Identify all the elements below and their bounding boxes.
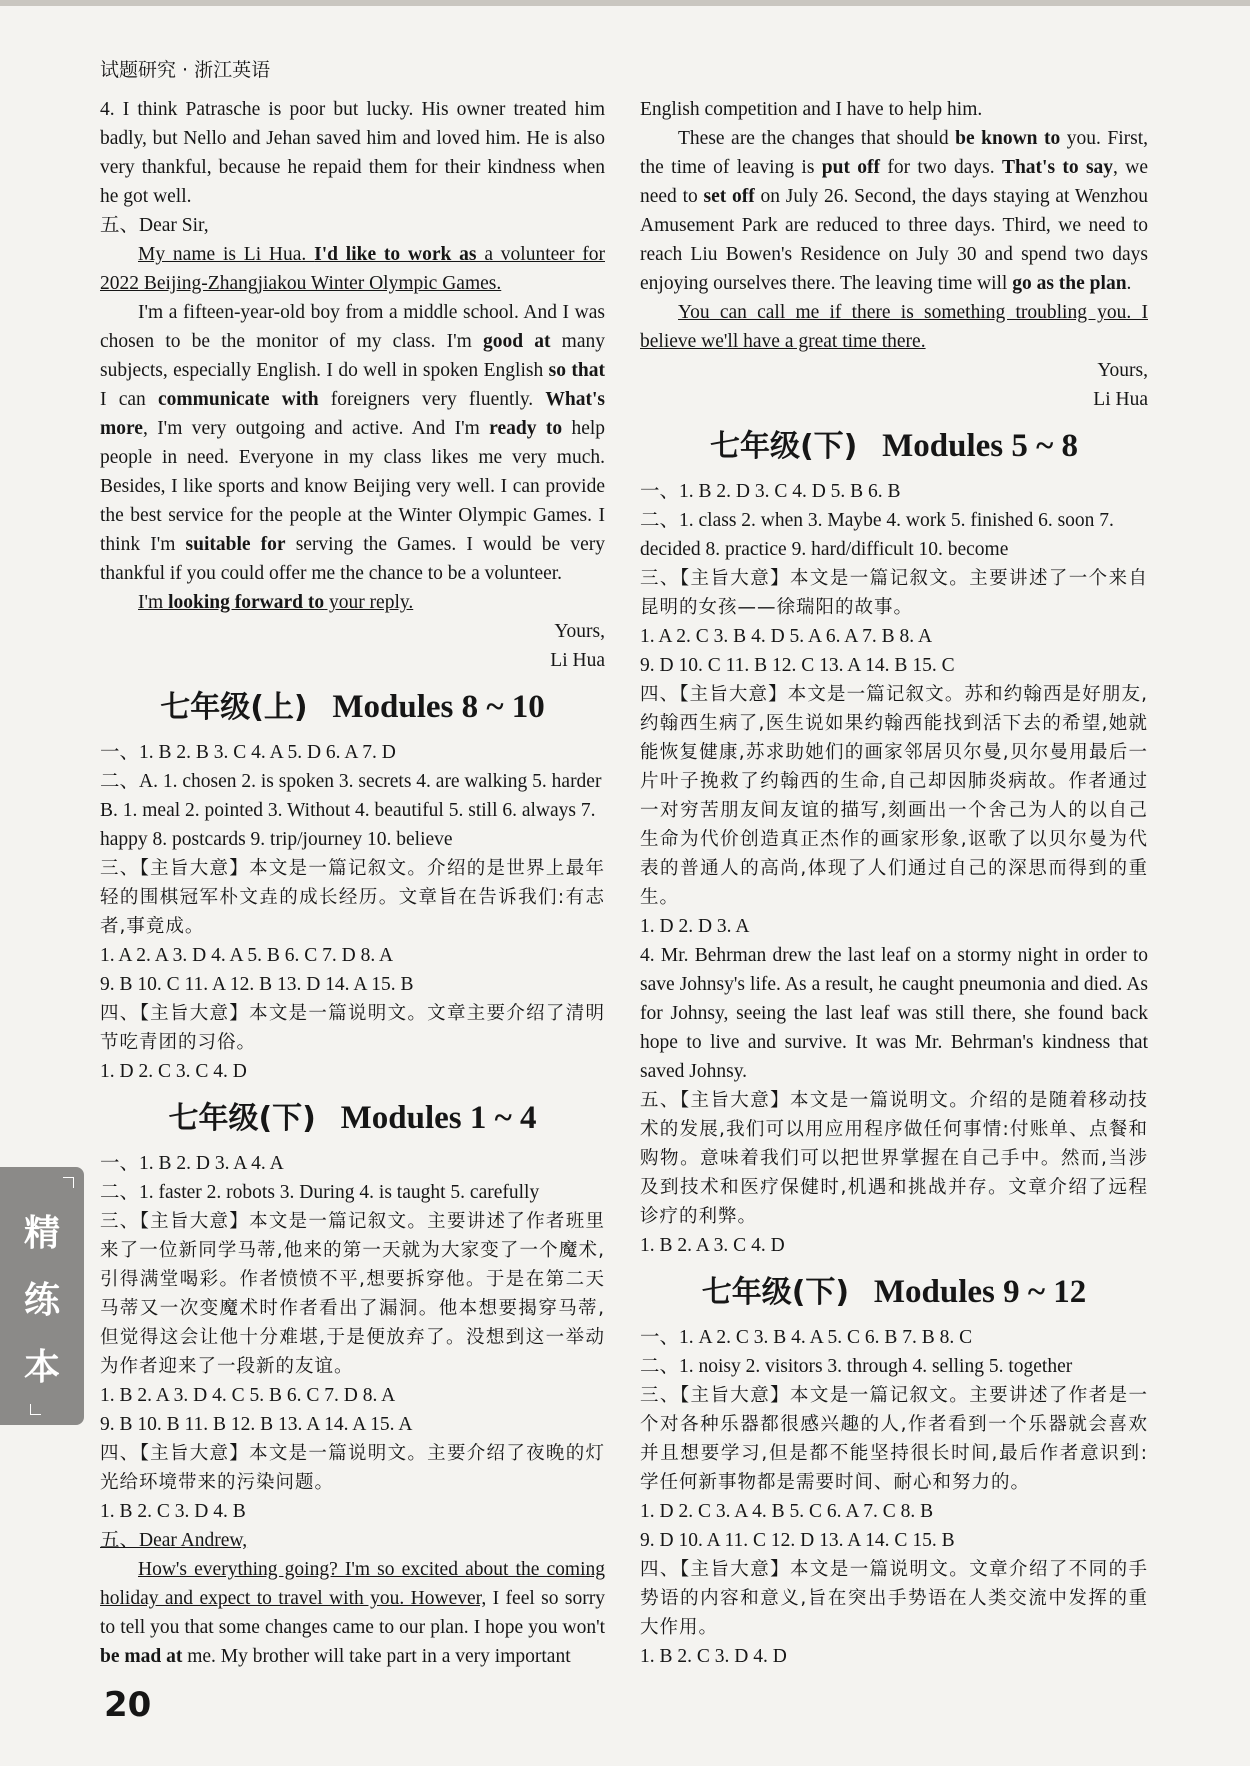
answer-line: 1. B 2. C 3. D 4. B xyxy=(100,1501,246,1522)
side-tab-char: 本 xyxy=(23,1347,60,1388)
answer-line: 一、1. B 2. B 3. C 4. A 5. D 6. A 7. D xyxy=(100,742,396,763)
summary-text: 四、【主旨大意】本文是一篇说明文。主要介绍了夜晚的灯光给环境带来的污染问题。 xyxy=(100,1443,605,1493)
answer-line: 二、A. 1. chosen 2. is spoken 3. secrets 4. are walking 5. harder xyxy=(100,771,602,792)
page-number: 20 xyxy=(104,1685,152,1725)
summary-text: 三、【主旨大意】本文是一篇记叙文。介绍的是世界上最年轻的围棋冠军朴文垚的成长经历。文章旨在告诉我们:有志者,事竟成。 xyxy=(100,858,605,937)
top-rule xyxy=(0,0,1250,6)
letter-closing: Yours, xyxy=(1097,360,1148,381)
answer-line: 9. B 10. B 11. B 12. B 13. A 14. A 15. A xyxy=(100,1414,413,1435)
section-title: 七年级(下) Modules 1 ~ 4 xyxy=(168,1100,537,1136)
right-column xyxy=(640,95,1148,1671)
letter-paragraph: How's everything going? I'm so excited about the coming holiday and expect to travel with you. However, I feel so sorry to tell you that some changes came to our plan. I hope you won't be mad at me. My brother will take part in a very important xyxy=(100,1559,605,1667)
answer-line: 1. A 2. C 3. B 4. D 5. A 6. A 7. B 8. A xyxy=(640,626,933,647)
letter-paragraph-2: I'm a fifteen-year-old boy from a middle school. And I was chosen to be the monitor of my class. I'm good at many subjects, especially English. I do well in spoken English so that I can communicate with foreigners very fluently. What's more, I'm very outgoing and active. And I'm ready to help people in need. Everyone in my class likes me very much. Besides, I like sports and know Beijing very well. I can provide the best service for the people at the Winter Olympic Games. I think I'm suitable for serving the Games. I would be very thankful if you could offer me the chance to be a volunteer. xyxy=(100,302,606,584)
answer-line: 9. D 10. C 11. B 12. C 13. A 14. B 15. C xyxy=(640,655,955,676)
letter-paragraph-3: I'm looking forward to your reply. xyxy=(138,592,414,613)
letter-closing: Yours, xyxy=(554,621,605,642)
summary-text: 三、【主旨大意】本文是一篇记叙文。主要讲述了作者班里来了一位新同学马蒂,他来的第一天就为大家变了一个魔术,引得满堂喝彩。作者愤愤不平,想要拆穿他。于是在第二天马蒂又一次变魔术时作者看出了漏洞。他本想要揭穿马蒂,但觉得这会让他十分难堪,于是便放弃了。没想到这一举动为作者迎来了一段新的友谊。 xyxy=(100,1211,605,1377)
answer-line: 一、1. B 2. D 3. A 4. A xyxy=(100,1153,284,1174)
letter-salutation: 五、Dear Andrew, xyxy=(100,1530,248,1551)
answer-line: 1. D 2. C 3. C 4. D xyxy=(100,1061,247,1082)
summary-text: 五、【主旨大意】本文是一篇说明文。介绍的是随着移动技术的发展,我们可以用应用程序做任何事情:付账单、点餐和购物。意味着我们可以把世界掌握在自己手中。然而,当涉及到技术和医疗保健时,机遇和挑战并存。文章介绍了远程诊疗的利弊。 xyxy=(640,1090,1148,1227)
answer-line: 一、1. B 2. D 3. C 4. D 5. B 6. B xyxy=(640,481,901,502)
answer-line: B. 1. meal 2. pointed 3. Without 4. beautiful 5. still 6. always 7. happy 8. postcards 9. trip/journey 10. believe xyxy=(100,800,596,850)
answer-line: 1. B 2. C 3. D 4. D xyxy=(640,1646,787,1667)
side-tab-char: 练 xyxy=(23,1280,60,1321)
answer-q4: 4. Mr. Behrman drew the last leaf on a stormy night in order to save Johnsy's life. As a result, he caught pneumonia and died. As for Johnsy, seeing the last leaf was still there, she found back hope to live and survive. It was Mr. Behrman's kindness that saved Johnsy. xyxy=(640,945,1148,1082)
summary-text: 四、【主旨大意】本文是一篇说明文。文章主要介绍了清明节吃青团的习俗。 xyxy=(100,1003,605,1053)
summary-text: 四、【主旨大意】本文是一篇说明文。文章介绍了不同的手势语的内容和意义,旨在突出手势语在人类交流中发挥的重大作用。 xyxy=(640,1559,1148,1638)
answer-line: 9. B 10. C 11. A 12. B 13. D 14. A 15. B xyxy=(100,974,414,995)
answer-line: 二、1. faster 2. robots 3. During 4. is taught 5. carefully xyxy=(100,1182,540,1203)
answer-line: 9. D 10. A 11. C 12. D 13. A 14. C 15. B xyxy=(640,1530,955,1551)
side-tab-char: 精 xyxy=(23,1213,60,1254)
section-title: 七年级(上) Modules 8 ~ 10 xyxy=(160,689,545,725)
letter-salutation: 五、Dear Sir, xyxy=(100,215,209,236)
answer-line: 1. D 2. C 3. A 4. B 5. C 6. A 7. C 8. B xyxy=(640,1501,934,1522)
page-header: 试题研究 · 浙江英语 xyxy=(100,59,271,81)
answer-line: 1. D 2. D 3. A xyxy=(640,916,750,937)
section-title: 七年级(下) Modules 5 ~ 8 xyxy=(709,428,1079,464)
letter-paragraph: These are the changes that should be known to you. First, the time of leaving is put off for two days. That's to say, we need to set off on July 26. Second, the days staying at Wenzhou Amusement Park are reduced to three days. Third, we need to reach Liu Bowen's Residence on July 30 and spend two days enjoying ourselves there. The leaving time will go as the plan. xyxy=(640,128,1148,294)
answer-line: 二、1. class 2. when 3. Maybe 4. work 5. finished 6. soon 7. decided 8. practice 9. hard/difficult 10. become xyxy=(640,510,1114,560)
corner-mark-icon xyxy=(63,1177,74,1188)
letter-paragraph-1: My name is Li Hua. I'd like to work as a volunteer for 2022 Beijing-Zhangjiakou Winter Olympic Games. xyxy=(100,244,605,294)
answer-line: 一、1. A 2. C 3. B 4. A 5. C 6. B 7. B 8. C xyxy=(640,1327,973,1348)
answer-line: 1. B 2. A 3. C 4. D xyxy=(640,1235,785,1256)
summary-text: 三、【主旨大意】本文是一篇记叙文。主要讲述了一个来自昆明的女孩——徐瑞阳的故事。 xyxy=(640,568,1148,618)
answer-q4: 4. I think Patrasche is poor but lucky. His owner treated him badly, but Nello and Jehan saved him and loved him. He is also very thankful, because he repaid them for their kindness when he got well. xyxy=(100,99,605,207)
side-tab xyxy=(0,1167,84,1425)
section-title: 七年级(下) Modules 9 ~ 12 xyxy=(701,1274,1087,1310)
summary-text: 四、【主旨大意】本文是一篇记叙文。苏和约翰西是好朋友,约翰西生病了,医生说如果约翰西能找到活下去的希望,她就能恢复健康,苏求助她们的画家邻居贝尔曼,贝尔曼用最后一片叶子挽救了约翰西的生命,自己却因肺炎病故。作者通过一对穷苦朋友间友谊的描写,刻画出一个舍己为人的以自己生命为代价创造真正杰作的画家形象,讴歌了以贝尔曼为代表的普通人的高尚,体现了人们通过自己的深思而得到的重生。 xyxy=(640,684,1148,908)
answer-line: 1. A 2. A 3. D 4. A 5. B 6. C 7. D 8. A xyxy=(100,945,394,966)
summary-text: 三、【主旨大意】本文是一篇记叙文。主要讲述了作者是一个对各种乐器都很感兴趣的人,作者看到一个乐器就会喜欢并且想要学习,但是都不能坚持很长时间,最后作者意识到:学任何新事物都是需要时间、耐心和努力的。 xyxy=(640,1385,1148,1493)
letter-signature: Li Hua xyxy=(550,650,605,671)
letter-signature: Li Hua xyxy=(1093,389,1148,410)
answer-line: 二、1. noisy 2. visitors 3. through 4. selling 5. together xyxy=(640,1356,1073,1377)
corner-mark-icon xyxy=(30,1404,41,1415)
answer-line: 1. B 2. A 3. D 4. C 5. B 6. C 7. D 8. A xyxy=(100,1385,396,1406)
letter-paragraph: You can call me if there is something troubling you. I believe we'll have a great time there. xyxy=(640,302,1148,352)
left-column xyxy=(100,95,605,1671)
letter-paragraph: English competition and I have to help him. xyxy=(640,99,983,120)
